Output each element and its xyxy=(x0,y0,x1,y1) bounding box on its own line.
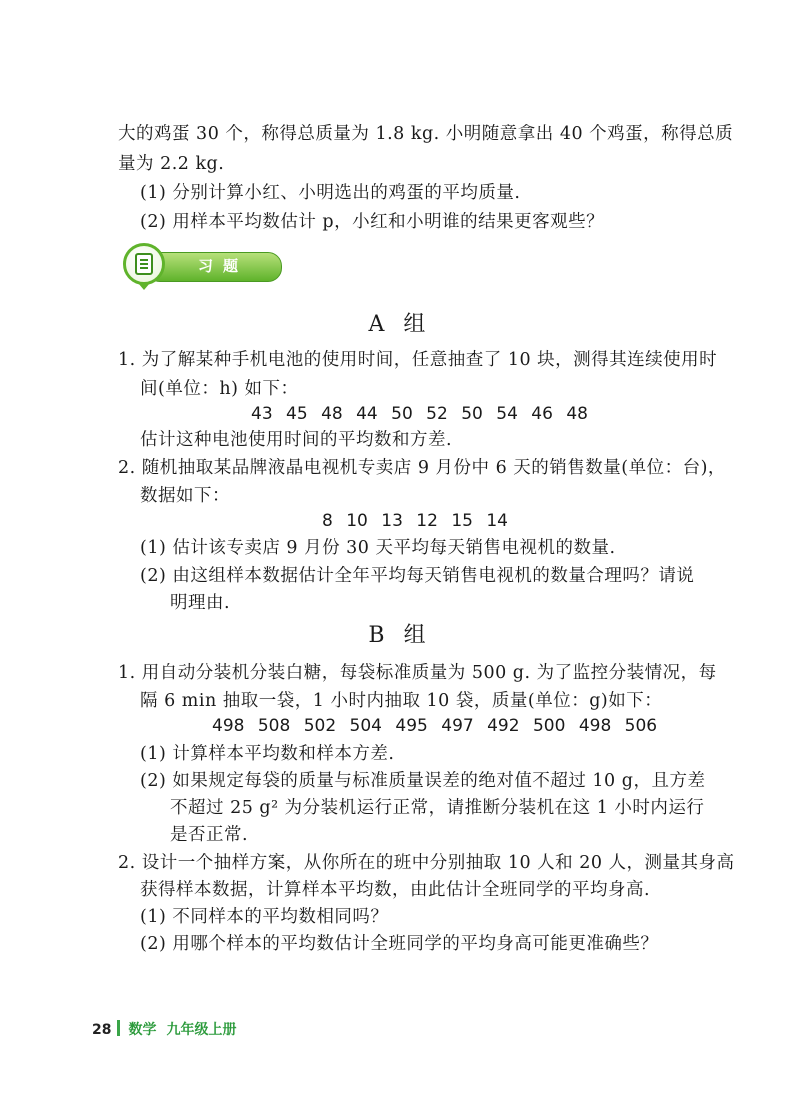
data-row: 8 10 13 12 15 14 xyxy=(322,511,508,531)
book-title: 数学 xyxy=(128,1022,157,1038)
intro-question: (2) 用样本平均数估计 p，小红和小明谁的结果更客观些？ xyxy=(140,212,605,232)
group-b-title: B 组 xyxy=(368,623,432,648)
intro-line: 量为 2.2 kg. xyxy=(118,154,225,174)
exercise-line: 隔 6 min 抽取一袋，1 小时内抽取 10 袋，质量(单位：g)如下： xyxy=(140,691,663,711)
banner-label: 习题 xyxy=(198,257,249,275)
page-number: 28 xyxy=(92,1022,112,1038)
exercise-banner xyxy=(118,243,281,291)
intro-line: 大的鸡蛋 30 个，称得总质量为 1.8 kg. 小明随意拿出 40 个鸡蛋，称得总质 xyxy=(118,124,734,144)
page-footer xyxy=(92,1018,236,1042)
intro-question: (1) 分别计算小红、小明选出的鸡蛋的平均质量. xyxy=(140,183,521,203)
exercise-line: 估计这种电池使用时间的平均数和方差. xyxy=(140,430,453,450)
book-volume: 九年级上册 xyxy=(166,1022,237,1038)
exercise-line: 间(单位：h) 如下： xyxy=(140,379,299,399)
exercise-question: (2) 如果规定每袋的质量与标准质量误差的绝对值不超过 10 g，且方差 xyxy=(140,771,706,791)
data-row: 498 508 502 504 495 497 492 500 498 506 xyxy=(212,716,658,736)
exercise-line: 数据如下： xyxy=(140,486,230,506)
footer-divider xyxy=(117,1020,120,1036)
exercise-line: 1. 为了解某种手机电池的使用时间，任意抽查了 10 块，测得其连续使用时 xyxy=(118,350,718,370)
exercise-line: 2. 设计一个抽样方案，从你所在的班中分别抽取 10 人和 20 人，测量其身高 xyxy=(118,853,735,873)
banner-pointer xyxy=(138,283,150,290)
exercise-question: 明理由. xyxy=(170,593,231,613)
exercise-question: (1) 不同样本的平均数相同吗？ xyxy=(140,907,389,927)
notebook-icon xyxy=(123,243,165,285)
exercise-question: (2) 用哪个样本的平均数估计全班同学的平均身高可能更准确些？ xyxy=(140,934,659,954)
exercise-question: 不超过 25 g² 为分装机运行正常，请推断分装机在这 1 小时内运行 xyxy=(170,798,705,818)
exercise-question: 是否正常. xyxy=(170,825,249,845)
exercise-question: (2) 由这组样本数据估计全年平均每天销售电视机的数量合理吗？请说 xyxy=(140,566,695,586)
exercise-question: (1) 计算样本平均数和样本方差. xyxy=(140,744,395,764)
exercise-line: 获得样本数据，计算样本平均数，由此估计全班同学的平均身高. xyxy=(140,880,651,900)
data-row: 43 45 48 44 50 52 50 54 46 48 xyxy=(251,404,588,424)
exercise-line: 1. 用自动分装机分装白糖，每袋标准质量为 500 g. 为了监控分装情况，每 xyxy=(118,663,717,683)
exercise-line: 2. 随机抽取某品牌液晶电视机专卖店 9 月份中 6 天的销售数量(单位：台)， xyxy=(118,458,726,478)
exercise-question: (1) 估计该专卖店 9 月份 30 天平均每天销售电视机的数量. xyxy=(140,538,616,558)
group-a-title: A 组 xyxy=(368,312,432,337)
